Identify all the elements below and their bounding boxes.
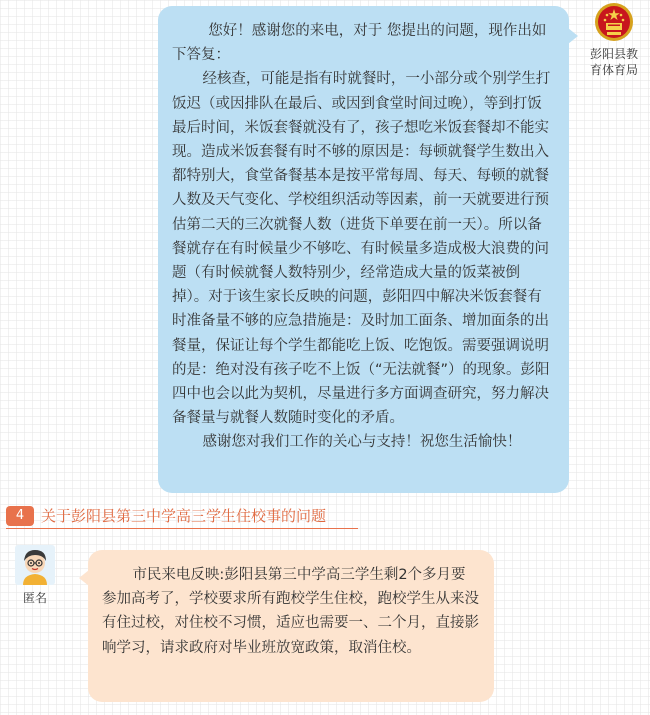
query-sender <box>12 545 58 606</box>
reply-message-bubble <box>158 6 569 493</box>
query-sender-name: 匿名 <box>22 591 47 605</box>
reply-sender <box>580 2 648 78</box>
reply-greeting: 您好！感谢您的来电，对于 您提出的问题，现作出如下答复： <box>172 23 547 64</box>
section-header <box>6 506 358 529</box>
national-emblem-icon <box>594 2 634 42</box>
reply-bubble-tail <box>568 28 578 44</box>
reply-sender-name: 彭阳县教育体育局 <box>589 47 638 77</box>
reply-closing: 感谢您对我们工作的关心与支持！祝您生活愉快！ <box>202 434 522 451</box>
section-number-badge: 4 <box>6 506 34 526</box>
reply-body: 经核查，可能是指有时就餐时，一小部分或个别学生打饭迟（或因排队在最后、或因到食堂时间过晚），等到打饭最后时间，米饭套餐就没有了，孩子想吃米饭套餐却不能实现。造成米饭套餐有时不够的原因是：每顿就餐学生数出入都特别大，食堂备餐基本是按平常每周、每天、每顿的就餐人数及天气变化、学校组织活动等因素，前一天就要进行预估第二天的三次就餐人数（进货下单要在前一天）。所以备餐就存在有时候量少不够吃、有时候量多造成极大浪费的问题（有时候就餐人数特别少，经常造成大量的饭菜被倒掉）。对于该生家长反映的问题，彭阳四中解决米饭套餐有时准备量不够的应急措施是：及时加工面条、增加面条的出餐量，保证让每个学生都能吃上饭、吃饱饭。需要强调说明的是：绝对没有孩子吃不上饭（“无法就餐”）的现象。彭阳四中也会以此为契机，尽量进行多方面调查研究，努力解决备餐量与就餐人数随时变化的矛盾。 <box>172 71 551 427</box>
query-text: 市民来电反映:彭阳县第三中学高三学生剩2个多月要参加高考了，学校要求所有跑校学生住校，跑校学生从来没有住过校，对住校不习惯，适应也需要一、二个月，直接影响学习，请求政府对毕业班放宽政策，取消住校。 <box>102 567 479 656</box>
query-message-bubble <box>88 550 494 702</box>
section-title: 关于彭阳县第三中学高三学生住校事的问题 <box>41 507 327 525</box>
cartoon-avatar-icon <box>15 545 55 585</box>
query-bubble-tail <box>79 570 89 586</box>
